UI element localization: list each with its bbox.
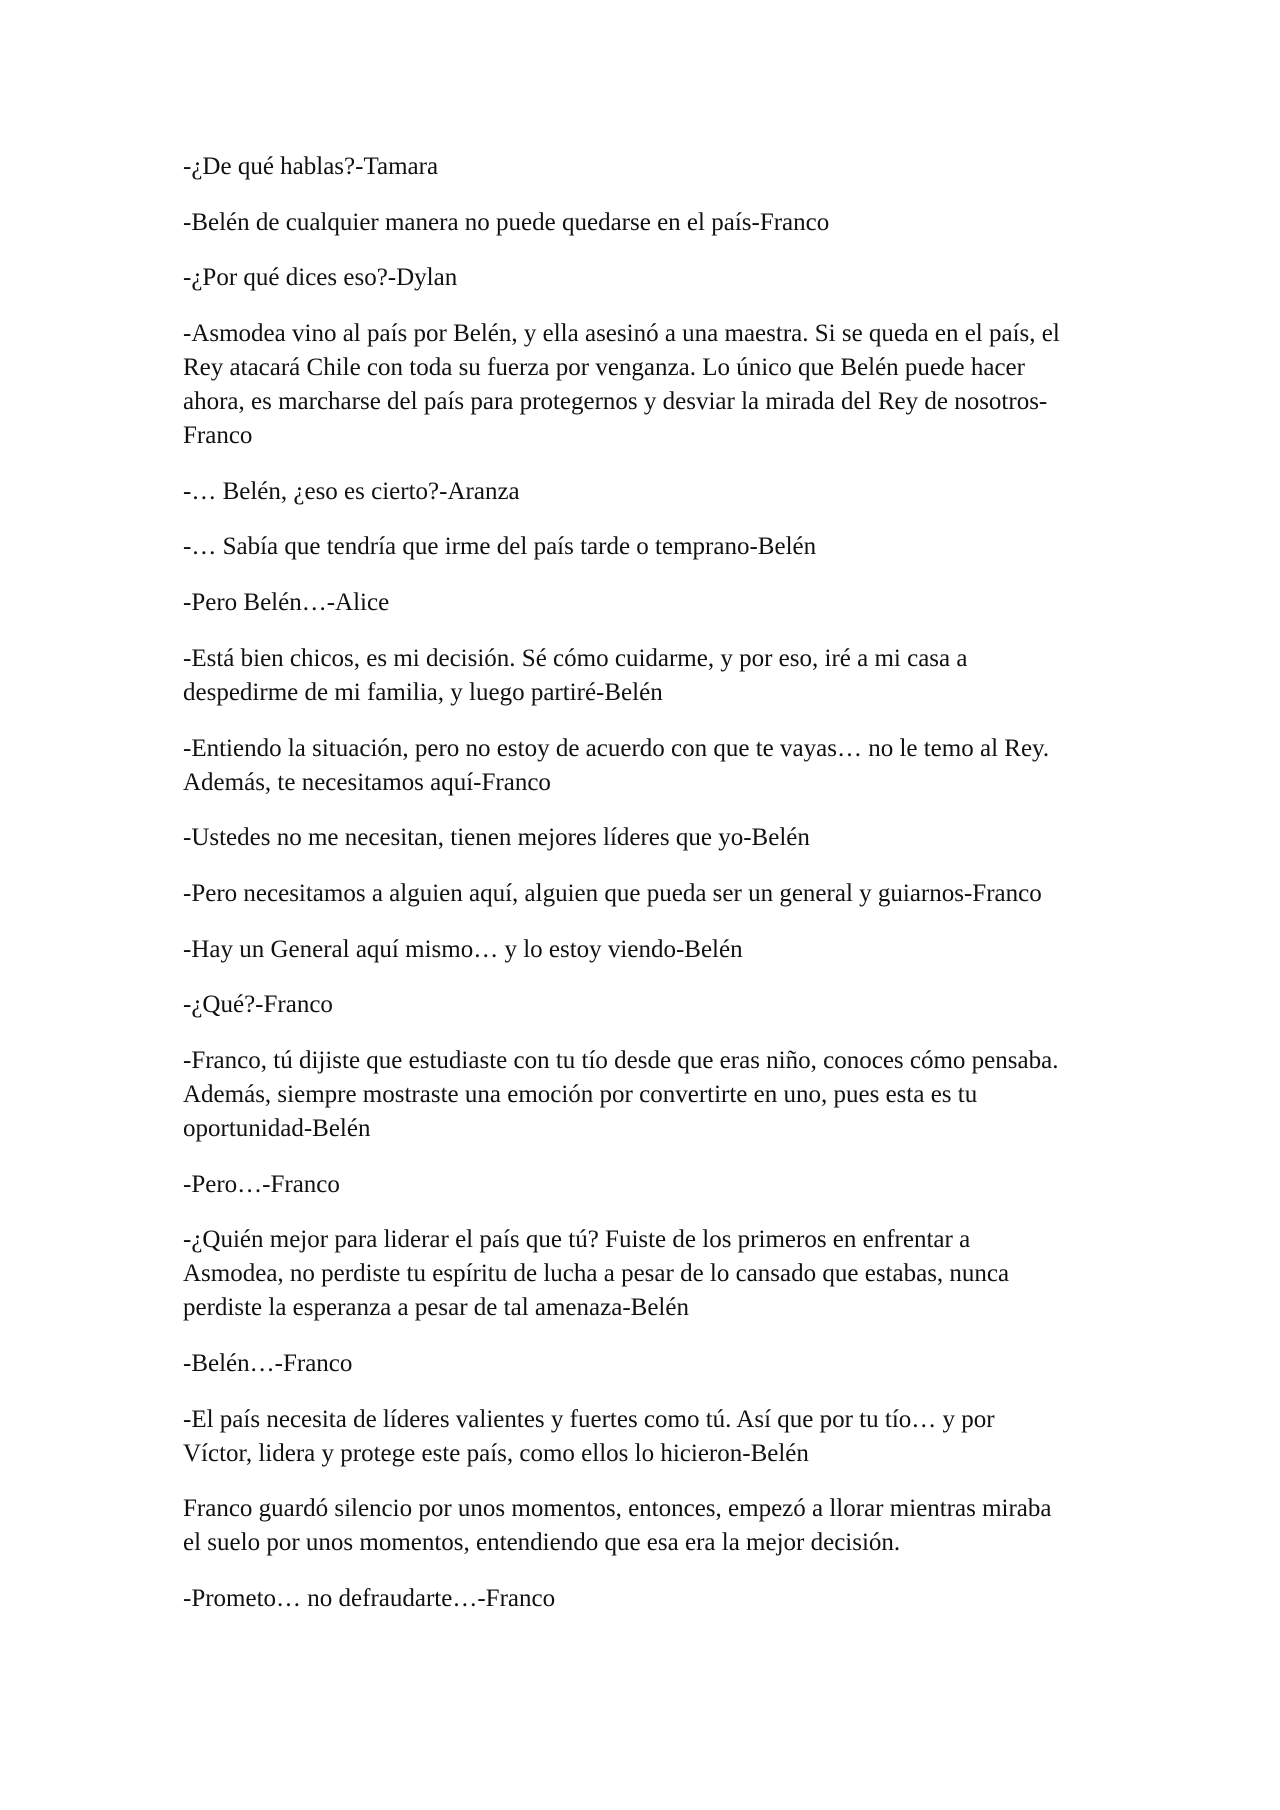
dialogue-paragraph: [183, 317, 1093, 453]
dialogue-paragraph: [183, 206, 1093, 240]
dialogue-paragraph: [183, 642, 1093, 710]
text-line: -Hay un General aquí mismo… y lo estoy viendo-Belén: [183, 935, 743, 963]
dialogue-paragraph: [183, 150, 1093, 184]
text-line: -Ustedes no me necesitan, tienen mejores líderes que yo-Belén: [183, 824, 810, 852]
text-line: -Franco, tú dijiste que estudiaste con tu tío desde que eras niño, conoces cómo pensaba.: [183, 1046, 1059, 1074]
text-line: -Belén…-Franco: [183, 1350, 353, 1377]
text-line: -… Belén, ¿eso es cierto?-Aranza: [183, 477, 520, 505]
dialogue-paragraph: [183, 933, 1093, 967]
text-line: despedirme de mi familia, y luego partiré-Belén: [183, 678, 663, 706]
text-line: -Entiendo la situación, pero no estoy de acuerdo con que te vayas… no le temo al Rey.: [183, 734, 1050, 762]
text-line: Además, siempre mostraste una emoción por convertirte en uno, pues esta es tu: [183, 1080, 978, 1108]
text-line: perdiste la esperanza a pesar de tal amenaza-Belén: [183, 1294, 689, 1322]
narration-paragraph: [183, 1492, 1093, 1560]
text-line: -Pero Belén…-Alice: [183, 589, 390, 617]
text-line: -Asmodea vino al país por Belén, y ella asesinó a una maestra. Si se queda en el país, el: [183, 320, 1060, 348]
text-line: oportunidad-Belén: [183, 1114, 371, 1142]
dialogue-paragraph: [183, 1223, 1093, 1325]
dialogue-paragraph: [183, 261, 1093, 295]
dialogue-paragraph: [183, 988, 1093, 1022]
text-line: -Belén de cualquier manera no puede quedarse en el país-Franco: [183, 208, 830, 236]
dialogue-paragraph: [183, 1347, 1093, 1381]
text-line: -¿De qué hablas?-Tamara: [183, 153, 439, 180]
dialogue-paragraph: [183, 732, 1093, 800]
dialogue-paragraph: [183, 1168, 1093, 1202]
dialogue-paragraph: [183, 1582, 1093, 1616]
text-line: -Prometo… no defraudarte…-Franco: [183, 1585, 556, 1613]
dialogue-paragraph: [183, 877, 1093, 911]
text-line: -Pero…-Franco: [183, 1170, 340, 1198]
dialogue-paragraph: [183, 1044, 1093, 1146]
text-line: Además, te necesitamos aquí-Franco: [183, 768, 551, 796]
document-body: [183, 150, 1093, 1638]
text-line: -… Sabía que tendría que irme del país tarde o temprano-Belén: [183, 533, 817, 561]
text-line: Franco guardó silencio por unos momentos, entonces, empezó a llorar mientras miraba: [183, 1495, 1052, 1523]
dialogue-paragraph: [183, 475, 1093, 509]
text-line: -Está bien chicos, es mi decisión. Sé cómo cuidarme, y por eso, iré a mi casa a: [183, 644, 968, 672]
text-line: ahora, es marcharse del país para protegernos y desviar la mirada del Rey de nosotros-: [183, 388, 1048, 416]
text-line: el suelo por unos momentos, entendiendo que esa era la mejor decisión.: [183, 1529, 901, 1557]
dialogue-paragraph: [183, 586, 1093, 620]
text-line: -¿Por qué dices eso?-Dylan: [183, 264, 458, 292]
text-line: -¿Qué?-Franco: [183, 991, 333, 1019]
text-line: Víctor, lidera y protege este país, como ellos lo hicieron-Belén: [183, 1439, 809, 1467]
text-line: Rey atacará Chile con toda su fuerza por venganza. Lo único que Belén puede hacer: [183, 354, 1025, 382]
dialogue-paragraph: [183, 530, 1093, 564]
text-line: -¿Quién mejor para liderar el país que tú? Fuiste de los primeros en enfrentar a: [183, 1226, 971, 1254]
text-line: Asmodea, no perdiste tu espíritu de lucha a pesar de lo cansado que estabas, nunca: [183, 1260, 1010, 1288]
dialogue-paragraph: [183, 1403, 1093, 1471]
text-line: -El país necesita de líderes valientes y fuertes como tú. Así que por tu tío… y por: [183, 1405, 995, 1433]
text-line: -Pero necesitamos a alguien aquí, alguien que pueda ser un general y guiarnos-Franco: [183, 879, 1042, 907]
dialogue-paragraph: [183, 821, 1093, 855]
text-line: Franco: [183, 422, 253, 450]
